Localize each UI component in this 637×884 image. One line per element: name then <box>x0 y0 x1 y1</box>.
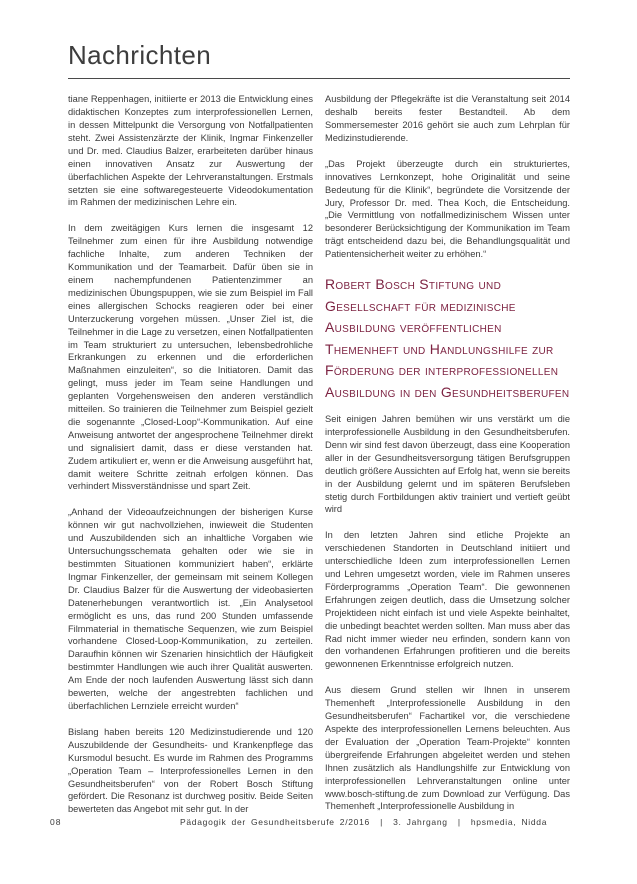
journal-footer-line: Pädagogik der Gesundheitsberufe 2/2016 | 3. Jahrgang | hpsmedia, Nidda <box>180 817 548 827</box>
two-column-layout <box>68 93 570 829</box>
title-rule <box>68 78 570 79</box>
page-title: Nachrichten <box>68 40 212 70</box>
right-column <box>325 93 570 829</box>
page-number: 08 <box>50 817 62 827</box>
body-paragraph: In den letzten Jahren sind etliche Projekte an verschiedenen Standorten in Deutschland initiiert und unterschiedliche Ideen zum interprofessionellen Lernen und Lehren umgesetzt worden, viele im Rahmen unseres Förderprogramms „Operation Team“. Die gewonnenen Erfahrungen zeigen deutlich, dass die Umsetzung solcher Projektideen nicht einfach ist und viele Aspekte beinhaltet, die unbedingt beachtet werden sollten. Man muss aber das Rad nicht immer wieder neu erfinden, sondern kann von den vorhandenen Erfahrungen profitieren und die bereits gewonnenen Erkenntnisse erfolgreich nutzen. <box>325 530 570 670</box>
body-paragraph: In dem zweitägigen Kurs lernen die insgesamt 12 Teilnehmer zum einen für ihre Ausbildung notwendige fachliche Inhalte, zum anderen Techniken der Kommunikation und der Teamarbeit. Dafür üben sie in einem nachempfundenen Patientenzimmer an medizinischen Übungspuppen, wie sie zum Beispiel im Fall eines allergischen Schocks reagieren oder bei einer Unterzuckerung vorgehen müssen. „Unser Ziel ist, die Teilnehmer in die Lage zu versetzen, einen Notfallpatienten im Team strukturiert zu untersuchen, lebensbedrohliche Erkrankungen zu erkennen und die erforderlichen Maßnahmen einzuleiten“, so die Initiatoren. Damit das gelingt, muss jeder im Team seine Handlungen und geplanten Vorgehensweisen den anderen verständlich mitteilen. So trainieren die Teilnehmer zum Beispiel gezielt die sogenannte „Closed-Loop“-Kommunikation. Auf eine Anweisung antwortet der angesprochene Teilnehmer direkt und signalisiert damit, dass er diese verstanden hat. Zudem artikuliert er, wenn er die Anweisung ausgeführt hat, damit weitere Schritte zeitnah erfolgen können. Das verhindert Missverständnisse und spart Zeit. <box>68 223 313 492</box>
body-paragraph: Seit einigen Jahren bemühen wir uns verstärkt um die interprofessionelle Ausbildung in den Gesundheitsberufen. Denn wir sind fest davon überzeugt, dass eine Kooperation aller in der Gesundheitsversorgung tätigen Berufsgruppen deutlich größere Aussichten auf Erfolg hat, wenn sie bereits in der Ausbildung gelernt und im späteren Berufsleben stetig durch Fortbildungen aktiv trainiert und vertieft geübt wird <box>325 414 570 515</box>
page-content <box>68 40 570 829</box>
body-paragraph: „Das Projekt überzeugte durch ein strukturiertes, innovatives Lernkonzept, hohe Originalität und seine Bedeutung für die Klinik“, begründete die Vorsitzende der Jury, Professor Dr. med. Thea Koch, die Entscheidung. „Die Vermittlung von notfallmedizinischem Wissen unter besonderer Berücksichtigung der Kommunikation im Team trägt entscheidend dazu bei, die Behandlungsqualität und Patientensicherheit weiter zu erhöhen.“ <box>325 158 570 260</box>
body-paragraph: Bislang haben bereits 120 Medizinstudierende und 120 Auszubildende der Gesundheits- und Krankenpflege das Kursmodul besucht. Es wurde im Rahmen des Programms „Operation Team – Interprofessionelles Lernen in den Gesundheitsberufen“ von der Robert Bosch Stiftung gefördert. Die Resonanz ist durchweg positiv. Beide Seiten bewerteten das Angebot mit sehr gut. In der <box>68 726 313 815</box>
body-paragraph: Aus diesem Grund stellen wir Ihnen in unserem Themenheft „Interprofessionelle Ausbildung in den Gesundheitsberufen“ Fachartikel vor, die verschiedene Aspekte des interprofessionellen Lernens beleuchten. Aus der Evaluation der „Operation Team-Projekte“ konnten übergreifende Erfahrungen abgeleitet werden und stehen Ihnen zusätzlich als Handlungshilfe zur Entwicklung von interprofessionellen Lehrveranstaltungen online unter www.bosch-stiftung.de zum Download zur Verfügung. Das Themenheft „Interprofessionelle Ausbildung in <box>325 685 570 812</box>
page-footer <box>0 817 637 833</box>
left-column <box>68 93 313 829</box>
body-paragraph: Ausbildung der Pflegekräfte ist die Veranstaltung seit 2014 deshalb bereits fester Bestandteil. Ab dem Sommersemester 2016 gehört sie auch zum Lehrplan für Medizinstudierende. <box>325 94 570 143</box>
body-paragraph: tiane Reppenhagen, initiierte er 2013 die Entwicklung eines didaktischen Konzeptes zum interprofessionellen Lernen, in dessen Mittelpunkt die Versorgung von Notfallpatienten steht. Zwei Assistenzärzte der Klinik, Ingmar Finkenzeller und Dr. med. Claudius Balzer, erarbeiteten darüber hinaus einen innovativen Ansatz zur Auswertung der überfachlichen Aspekte der Lehrveranstaltungen. Erstmals setzten sie eine softwaregesteuerte Videodokumentation im Rahmen der medizinischen Lehre ein. <box>68 94 313 208</box>
body-paragraph: „Anhand der Videoaufzeichnungen der bisherigen Kurse können wir gut nachvollziehen, inwieweit die Studenten und Auszubildenden sich an inhaltliche Vorgaben wie Untersuchungsschemata gehalten oder wie sie in bestimmten Situationen kommuniziert haben“, erklärte Ingmar Finkenzeller, der gemeinsam mit seinem Kollegen Dr. Claudius Balzer für die Auswertung der videobasierten Datenerhebungen verantwortlich ist. „Ein Analysetool ermöglicht es uns, das rund 200 Stunden umfassende Filmmaterial in thematische Sequenzen, wie zum Beispiel vorhandene Closed-Loop-Kommunikation, zu zerteilen. Daraufhin können wir Szenarien hinsichtlich der Häufigkeit bestimmter Handlungen wie auch ihrer Qualität auswerten. Am Ende der noch laufenden Auswertung lässt sich dann bewerten, welche der angestrebten fachlichen und überfachlichen Lernziele erreicht wurden“ <box>68 507 313 711</box>
section-heading: Robert Bosch Stiftung und Gesellschaft für medizinische Ausbildung veröffentlichen Themenheft und Handlungshilfe zur Förderung der interprofessionellen Ausbildung in den Gesundheitsberufen <box>325 276 570 400</box>
